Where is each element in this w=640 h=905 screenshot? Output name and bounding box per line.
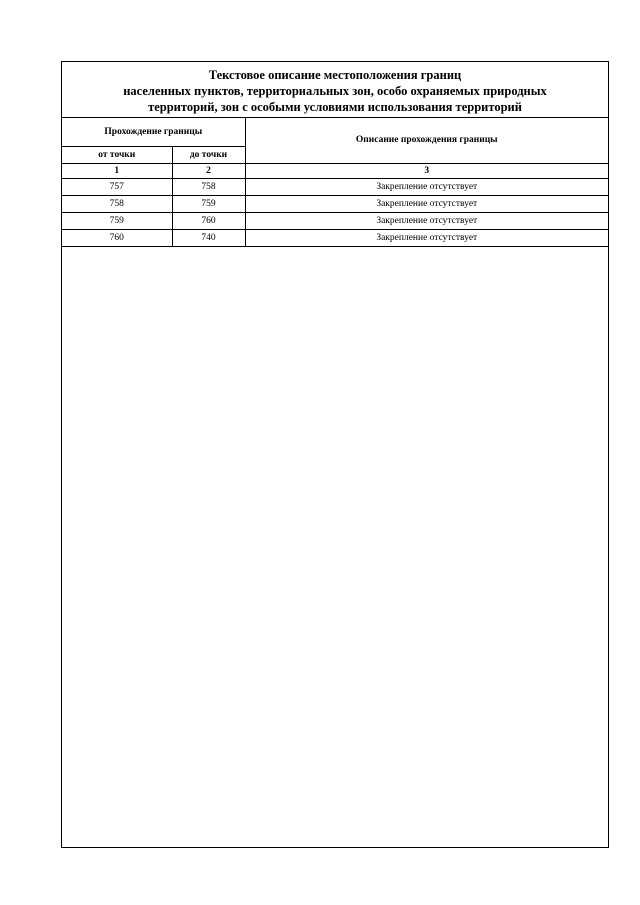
header-from-point: от точки bbox=[62, 146, 172, 163]
title-line-1: Текстовое описание местоположения границ bbox=[208, 68, 462, 82]
document-frame bbox=[61, 61, 609, 848]
cell-description: Закрепление отсутствует bbox=[245, 212, 608, 229]
document-title bbox=[62, 62, 608, 118]
cell-to-point: 759 bbox=[172, 195, 245, 212]
cell-to-point: 760 bbox=[172, 212, 245, 229]
header-to-point: до точки bbox=[172, 146, 245, 163]
title-line-2: населенных пунктов, территориальных зон, особо охраняемых природных bbox=[123, 84, 547, 98]
cell-description: Закрепление отсутствует bbox=[245, 178, 608, 195]
table-row bbox=[62, 229, 608, 246]
cell-from-point: 759 bbox=[62, 212, 172, 229]
cell-from-point: 757 bbox=[62, 178, 172, 195]
cell-from-point: 760 bbox=[62, 229, 172, 246]
table-row bbox=[62, 195, 608, 212]
column-number-2: 2 bbox=[172, 163, 245, 178]
column-number-1: 1 bbox=[62, 163, 172, 178]
column-number-row bbox=[62, 163, 608, 178]
header-boundary-passage: Прохождение границы bbox=[62, 118, 245, 146]
table-row bbox=[62, 212, 608, 229]
title-line-3: территорий, зон с особыми условиями использования территорий bbox=[148, 100, 522, 114]
cell-to-point: 740 bbox=[172, 229, 245, 246]
cell-to-point: 758 bbox=[172, 178, 245, 195]
table-row bbox=[62, 178, 608, 195]
cell-from-point: 758 bbox=[62, 195, 172, 212]
table-header-row bbox=[62, 118, 608, 146]
cell-description: Закрепление отсутствует bbox=[245, 229, 608, 246]
cell-description: Закрепление отсутствует bbox=[245, 195, 608, 212]
header-description: Описание прохождения границы bbox=[245, 118, 608, 163]
boundary-table bbox=[62, 118, 608, 247]
column-number-3: 3 bbox=[245, 163, 608, 178]
